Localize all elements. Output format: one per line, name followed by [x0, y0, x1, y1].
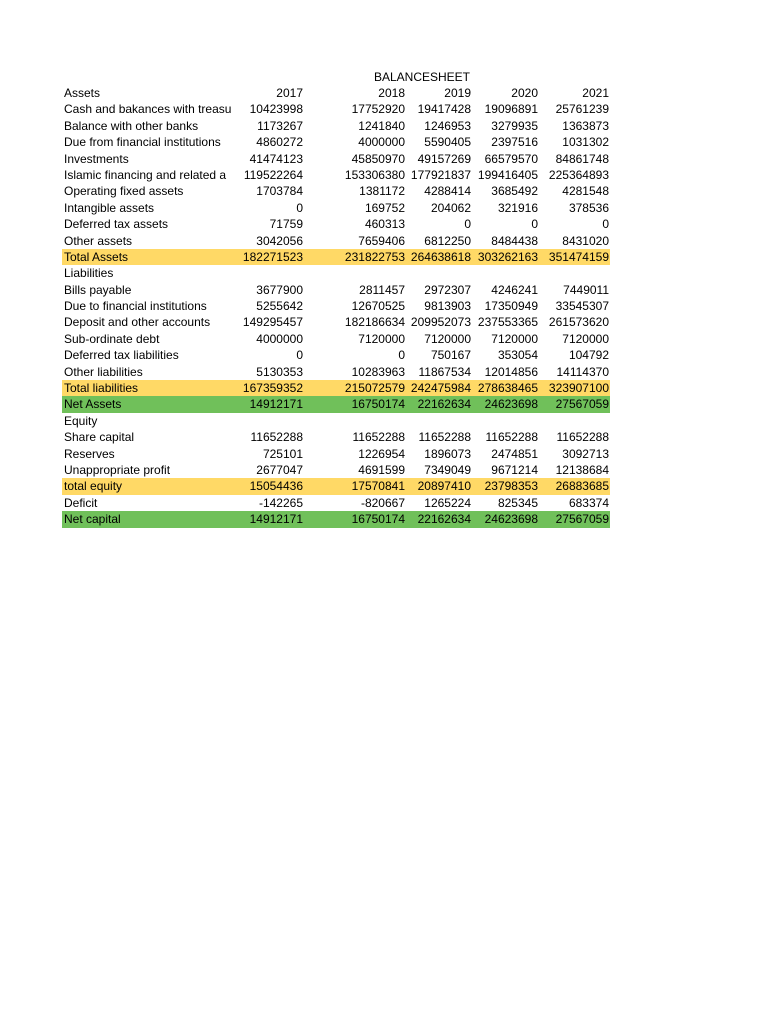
- value-cell: 2474851: [491, 446, 538, 461]
- value-cell: 25761239: [555, 102, 609, 117]
- table-row: [62, 347, 610, 363]
- table-row: [62, 298, 610, 314]
- value-cell: 33545307: [555, 299, 609, 314]
- row-label: Islamic financing and related a: [64, 167, 227, 182]
- value-cell: 22162634: [417, 397, 471, 412]
- row-label: Cash and bakances with treasu: [64, 102, 232, 117]
- row-label: Deferred tax liabilities: [64, 348, 179, 363]
- value-cell: [236, 265, 304, 281]
- value-cell: 4860272: [256, 135, 303, 150]
- row-label: Sub-ordinate debt: [64, 331, 160, 346]
- value-cell: 41474123: [249, 151, 303, 166]
- value-cell: 321916: [497, 200, 538, 215]
- value-cell: 149295457: [242, 315, 303, 330]
- value-cell: 199416405: [477, 167, 538, 182]
- table-row: [62, 396, 610, 412]
- value-cell: 351474159: [548, 249, 609, 264]
- value-cell: 169752: [364, 200, 405, 215]
- value-cell: 17570841: [351, 479, 405, 494]
- table-row: [62, 446, 610, 462]
- value-cell: 1241840: [358, 118, 405, 133]
- table-row: [62, 134, 610, 150]
- row-label: Bills payable: [64, 282, 132, 297]
- value-cell: 2811457: [359, 282, 405, 297]
- value-cell: 231822753: [344, 249, 405, 264]
- value-cell: 215072579: [344, 381, 405, 396]
- value-cell: 4691599: [358, 462, 405, 477]
- row-label: Balance with other banks: [64, 118, 199, 133]
- value-cell: 15054436: [249, 479, 303, 494]
- value-cell: 11652288: [352, 430, 405, 445]
- value-cell: 177921837: [410, 167, 471, 182]
- value-cell: 303262163: [477, 249, 538, 264]
- value-cell: 9813903: [424, 299, 471, 314]
- sheet-title: BALANCESHEET: [373, 70, 471, 84]
- value-cell: 225364893: [548, 167, 609, 182]
- row-label: Assets: [64, 86, 101, 100]
- value-cell: [304, 265, 406, 281]
- table-row: [62, 331, 610, 347]
- value-cell: 3279935: [491, 118, 538, 133]
- row-label: Deficit: [64, 495, 98, 510]
- value-cell: [406, 413, 472, 429]
- table-row: [62, 265, 610, 281]
- value-cell: 167359352: [242, 381, 303, 396]
- value-cell: 0: [296, 200, 303, 215]
- value-cell: 23798353: [484, 479, 538, 494]
- row-label: Investments: [64, 151, 129, 166]
- value-cell: 750167: [430, 348, 471, 363]
- value-cell: 182271523: [242, 249, 303, 264]
- value-cell: 11867534: [418, 364, 471, 379]
- value-cell: 261573620: [548, 315, 609, 330]
- row-label: Operating fixed assets: [64, 184, 184, 199]
- value-cell: 19417428: [417, 102, 471, 117]
- table-row: [62, 364, 610, 380]
- value-cell: 49157269: [417, 151, 471, 166]
- value-cell: 19096891: [484, 102, 538, 117]
- value-cell: 1363873: [562, 118, 609, 133]
- row-label: Unappropriate profit: [64, 462, 171, 477]
- value-cell: 2018: [378, 86, 405, 100]
- table-row: [62, 511, 610, 527]
- value-cell: 7449011: [563, 282, 609, 297]
- value-cell: 1703784: [256, 184, 303, 199]
- value-cell: 4281548: [562, 184, 609, 199]
- table-row: [62, 380, 610, 396]
- row-label: Due from financial institutions: [64, 135, 221, 150]
- row-label: Intangible assets: [64, 200, 155, 215]
- value-cell: 683374: [568, 495, 609, 510]
- row-label: Other assets: [64, 233, 133, 248]
- value-cell: 2677047: [256, 462, 303, 477]
- value-cell: 0: [398, 348, 405, 363]
- value-cell: 22162634: [417, 512, 471, 527]
- value-cell: 104792: [568, 348, 609, 363]
- value-cell: 4288414: [424, 184, 471, 199]
- value-cell: 7659406: [358, 233, 405, 248]
- table-row: [62, 249, 610, 265]
- table-row: [62, 167, 610, 183]
- value-cell: 3042056: [256, 233, 303, 248]
- value-cell: 20897410: [417, 479, 471, 494]
- value-cell: 0: [296, 348, 303, 363]
- value-cell: 12014856: [484, 364, 538, 379]
- value-cell: 17752920: [351, 102, 405, 117]
- value-cell: 11652288: [485, 430, 538, 445]
- value-cell: 0: [464, 217, 471, 232]
- value-cell: 27567059: [555, 512, 609, 527]
- value-cell: 2020: [511, 86, 538, 100]
- value-cell: 14912171: [249, 512, 303, 527]
- value-cell: -820667: [360, 495, 405, 510]
- row-label: total equity: [64, 479, 123, 494]
- value-cell: 323907100: [548, 381, 609, 396]
- row-label: Due to financial institutions: [64, 299, 207, 314]
- value-cell: 119522264: [243, 167, 303, 182]
- value-cell: 6812250: [424, 233, 471, 248]
- value-cell: 12138684: [555, 462, 609, 477]
- table-row: [62, 216, 610, 232]
- value-cell: 5255642: [256, 299, 303, 314]
- value-cell: 24623698: [484, 512, 538, 527]
- value-cell: 1226954: [358, 446, 405, 461]
- value-cell: 209952073: [410, 315, 471, 330]
- value-cell: [472, 413, 539, 429]
- value-cell: 4000000: [256, 331, 303, 346]
- value-cell: 460313: [364, 217, 405, 232]
- row-label: Total liabilities: [64, 381, 139, 396]
- table-row: [62, 314, 610, 330]
- value-cell: 1381172: [359, 184, 405, 199]
- value-cell: 2017: [276, 86, 303, 100]
- table-row: [62, 495, 610, 511]
- value-cell: 7349049: [424, 462, 471, 477]
- value-cell: 9671214: [491, 462, 538, 477]
- value-cell: 17350949: [484, 299, 538, 314]
- value-cell: 1896073: [424, 446, 471, 461]
- value-cell: [472, 265, 539, 281]
- value-cell: 5590405: [424, 135, 471, 150]
- table-row: [62, 183, 610, 199]
- table-row: [62, 85, 610, 101]
- value-cell: 2972307: [424, 282, 471, 297]
- row-label: Share capital: [64, 430, 135, 445]
- value-cell: 153306380: [344, 167, 405, 182]
- value-cell: [539, 413, 610, 429]
- row-label: Net Assets: [64, 397, 122, 412]
- value-cell: 0: [531, 217, 538, 232]
- value-cell: 237553365: [477, 315, 538, 330]
- value-cell: 7120000: [358, 331, 405, 346]
- value-cell: 1265224: [424, 495, 471, 510]
- value-cell: [236, 413, 304, 429]
- row-label: Equity: [64, 413, 98, 428]
- value-cell: 2021: [582, 86, 609, 100]
- value-cell: 4000000: [358, 135, 405, 150]
- value-cell: 45850970: [351, 151, 405, 166]
- value-cell: 0: [602, 217, 609, 232]
- row-label: Other liabilities: [64, 364, 143, 379]
- value-cell: 27567059: [555, 397, 609, 412]
- value-cell: 12670525: [351, 299, 405, 314]
- value-cell: 242475984: [410, 381, 471, 396]
- value-cell: 11652288: [250, 430, 303, 445]
- table-row: [62, 101, 610, 117]
- value-cell: 1246953: [424, 118, 471, 133]
- value-cell: 16750174: [351, 397, 405, 412]
- value-cell: 353054: [497, 348, 538, 363]
- value-cell: [304, 413, 406, 429]
- table-row: [62, 200, 610, 216]
- row-label: Net capital: [64, 512, 121, 527]
- sheet-rows: [62, 85, 610, 528]
- value-cell: 8431020: [562, 233, 609, 248]
- table-row: [62, 478, 610, 494]
- row-label: Reserves: [64, 446, 115, 461]
- value-cell: 825345: [497, 495, 538, 510]
- value-cell: 84861748: [555, 151, 609, 166]
- value-cell: 71759: [269, 217, 303, 232]
- value-cell: 1031302: [562, 135, 609, 150]
- value-cell: 2397516: [491, 135, 538, 150]
- table-row: [62, 413, 610, 429]
- value-cell: 378536: [568, 200, 609, 215]
- value-cell: 1173267: [257, 118, 303, 133]
- value-cell: 264638618: [410, 249, 471, 264]
- value-cell: 3685492: [491, 184, 538, 199]
- value-cell: 4246241: [491, 282, 538, 297]
- table-row: [62, 462, 610, 478]
- row-label: Deferred tax assets: [64, 217, 169, 232]
- row-label: Deposit and other accounts: [64, 315, 211, 330]
- value-cell: 10423998: [249, 102, 303, 117]
- value-cell: 7120000: [424, 331, 471, 346]
- table-row: [62, 429, 610, 445]
- value-cell: 182186634: [344, 315, 405, 330]
- value-cell: 204062: [430, 200, 471, 215]
- value-cell: 2019: [444, 86, 471, 100]
- value-cell: 7120000: [491, 331, 538, 346]
- value-cell: 7120000: [562, 331, 609, 346]
- value-cell: 16750174: [351, 512, 405, 527]
- value-cell: 11652288: [556, 430, 609, 445]
- value-cell: 278638465: [477, 381, 538, 396]
- value-cell: 11652288: [418, 430, 471, 445]
- value-cell: 10283963: [351, 364, 405, 379]
- value-cell: 26883685: [555, 479, 609, 494]
- value-cell: 3092713: [562, 446, 609, 461]
- value-cell: 5130353: [256, 364, 303, 379]
- value-cell: [539, 265, 610, 281]
- table-row: [62, 118, 610, 134]
- value-cell: 66579570: [484, 151, 538, 166]
- table-row: [62, 151, 610, 167]
- row-label: Liabilities: [64, 266, 114, 281]
- value-cell: [406, 265, 472, 281]
- row-label: Total Assets: [64, 249, 129, 264]
- value-cell: 8484438: [491, 233, 538, 248]
- value-cell: 725101: [262, 446, 303, 461]
- table-row: [62, 282, 610, 298]
- value-cell: 14912171: [249, 397, 303, 412]
- value-cell: 14114370: [556, 364, 609, 379]
- value-cell: -142265: [258, 495, 303, 510]
- value-cell: 3677900: [256, 282, 303, 297]
- table-row: [62, 233, 610, 249]
- value-cell: 24623698: [484, 397, 538, 412]
